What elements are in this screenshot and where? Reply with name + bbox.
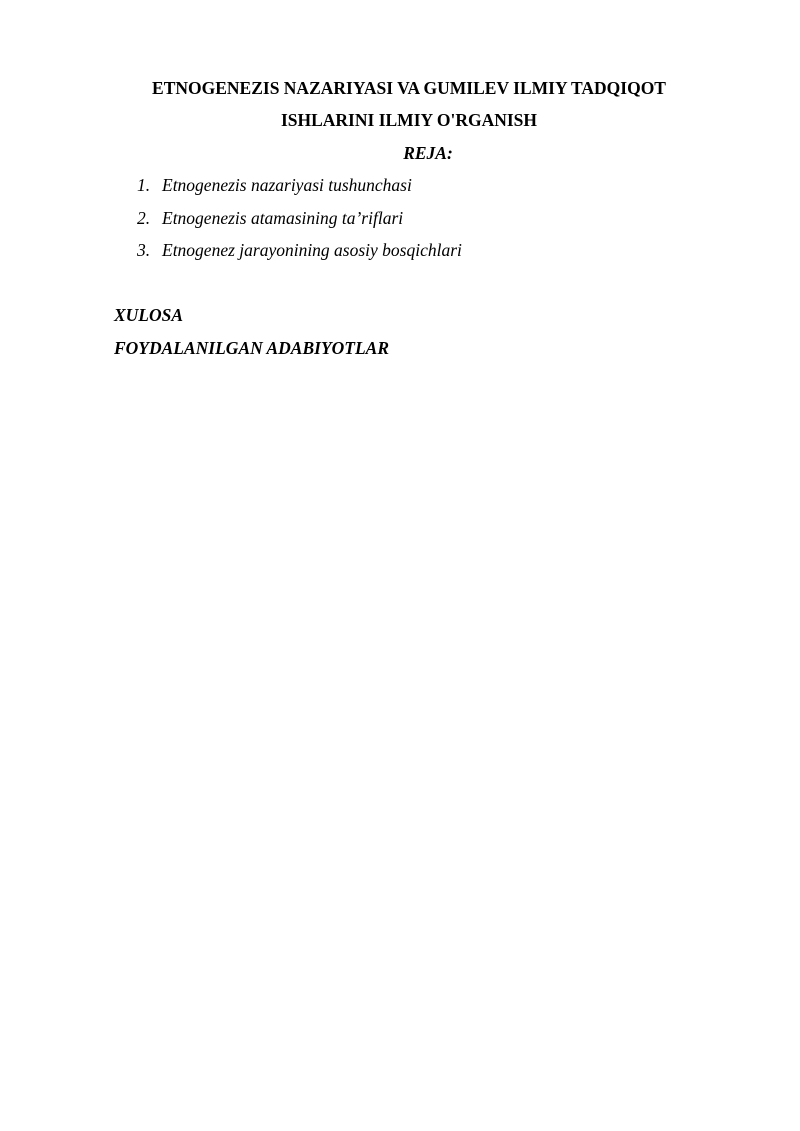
plan-item-text: Etnogenezis atamasining ta’riflari xyxy=(162,207,404,228)
plan-item xyxy=(137,206,462,239)
references-heading: FOYDALANILGAN ADABIYOTLAR xyxy=(114,338,390,358)
plan-list xyxy=(137,173,462,271)
plan-item-number: 2. xyxy=(137,207,151,228)
document-title-line-2: ISHLARINI ILMIY O'RGANISH xyxy=(280,110,538,130)
plan-item-text: Etnogenezis nazariyasi tushunchasi xyxy=(162,175,412,195)
conclusion-heading: XULOSA xyxy=(114,305,184,325)
plan-heading: REJA: xyxy=(403,143,453,163)
plan-item-number: 3. xyxy=(137,240,151,260)
document-title-line-1: ETNOGENEZIS NAZARIYASI VA GUMILEV ILMIY TADQIQOT xyxy=(152,78,666,98)
plan-item-number: 1. xyxy=(137,175,151,195)
plan-item-text: Etnogenez jarayonining asosiy bosqichlari xyxy=(162,240,462,260)
plan-item xyxy=(137,173,462,206)
plan-item xyxy=(137,238,462,271)
